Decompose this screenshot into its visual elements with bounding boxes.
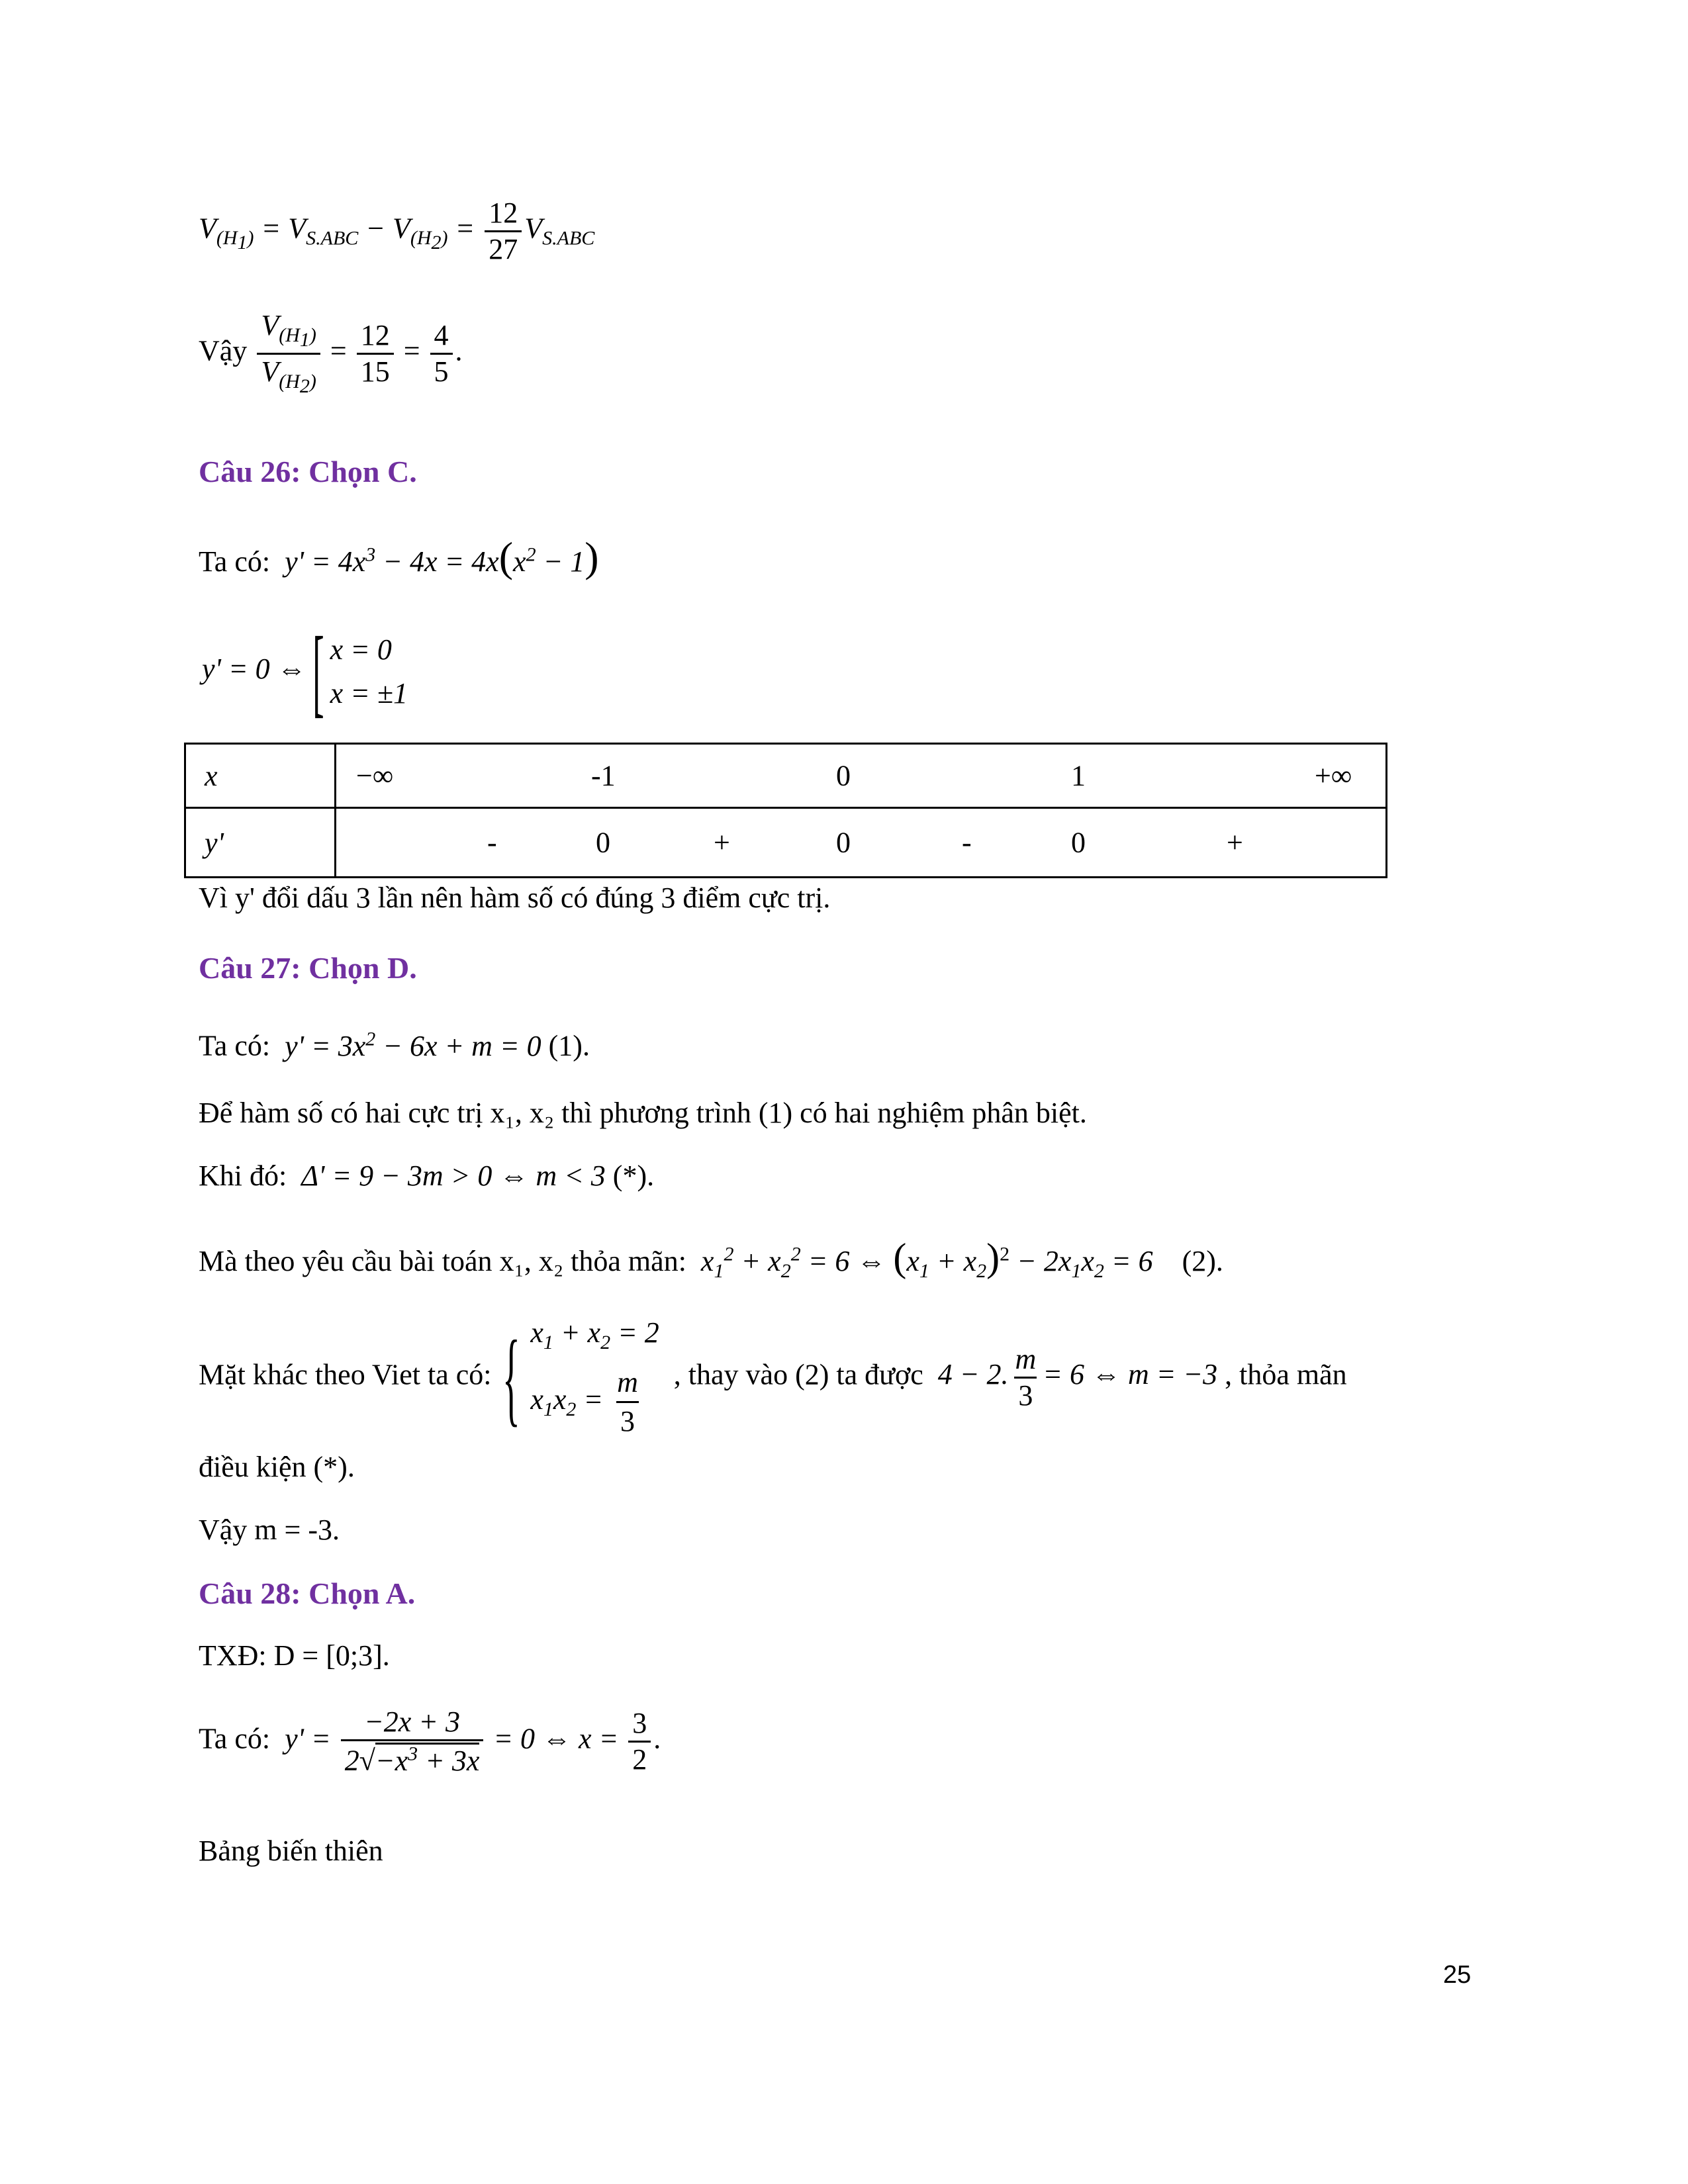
q27-line2: Để hàm số có hai cực trị x₁, x₂ thì phương trình (1) có hai nghiệm phân biệt. xyxy=(199,1097,1087,1129)
table-row-x xyxy=(185,744,1387,808)
sign-value: - xyxy=(962,826,972,859)
q27-condition: Khi đó: Δ' = 9 − 3m > 0 ⇔ m < 3 (*). xyxy=(199,1160,655,1192)
page-number: 25 xyxy=(1443,1961,1472,1989)
q26-heading: Câu 26: Chọn C. xyxy=(199,455,417,488)
q27-line6: điều kiện (*). xyxy=(199,1451,355,1483)
q28-derivative: Ta có: y' = $\frac{-2x + 3}{2√-x^3 + 3x}$ = 0 ⇔ x = $\frac{3}{2}$ . xyxy=(199,1706,661,1777)
x-value: −∞ xyxy=(356,759,394,792)
x-value: 1 xyxy=(1071,759,1086,792)
q28-bbt: Bảng biến thiên xyxy=(199,1835,383,1867)
sign-value: + xyxy=(1227,826,1243,859)
x-value: -1 xyxy=(591,759,616,792)
q27-answer: Vậy m = -3. xyxy=(199,1514,340,1546)
q28-txd: TXĐ: D = [0;3]. xyxy=(199,1639,390,1672)
q27-heading: Câu 27: Chọn D. xyxy=(199,951,417,985)
q26-roots: y' = 0 ⇔ [ x = 0 x = ±1 xyxy=(202,617,408,727)
q27-equation-1: Ta có: $y' = 3x^2 - 6x + m = 0$ (1). xyxy=(199,1028,590,1062)
sign-value: 0 xyxy=(836,826,851,859)
x-value: 0 xyxy=(836,759,851,792)
formula-vh1: $V_{(H_1)} = V_{S.ABC} - V_{(H_2)}$ = $\frac{12}{27}$ $V_{S.ABC}$ xyxy=(199,197,595,265)
sign-value: 0 xyxy=(1071,826,1086,859)
q26-conclusion: Vì y' đổi dấu 3 lần nên hàm số có đúng 3 điểm cực trị. xyxy=(199,882,831,914)
x-label: x xyxy=(185,744,336,808)
x-value: +∞ xyxy=(1315,759,1352,792)
sign-value: + xyxy=(714,826,730,859)
q28-heading: Câu 28: Chọn A. xyxy=(199,1576,416,1610)
yprime-label: y' xyxy=(185,808,336,878)
q27-viet: Mặt khác theo Viet ta có: { $x_1 + x_2 = 2$ $x_1x_2$ = $\frac{m}{3}$ , thay vào (2) ta được 4 − 2. $\frac{m}{3}$ = 6 ⇔ m = −3 , thỏa mãn xyxy=(199,1316,1347,1438)
formula-ratio: Vậy $\frac{V_{(H_1)}}{V_{(H_2)}}$ = $\frac{12}{15}$ = $\frac{4}{5}$ . xyxy=(199,309,463,397)
sign-value: - xyxy=(487,826,497,859)
table-row-yprime xyxy=(185,808,1387,878)
q26-derivative: Ta có: $y' = 4x^3 - 4x = 4x(x^2 - 1)$ xyxy=(199,533,599,580)
sign-value: 0 xyxy=(596,826,610,859)
sign-table xyxy=(184,743,1387,878)
q27-line4: Mà theo yêu cầu bài toán x₁, x₂ thỏa mãn: $x_1^2 + x_2^2 = 6$ ⇔ $(x_1 + x_2)^2 - 2x_1x_2 = 6$ (2). xyxy=(199,1236,1223,1282)
